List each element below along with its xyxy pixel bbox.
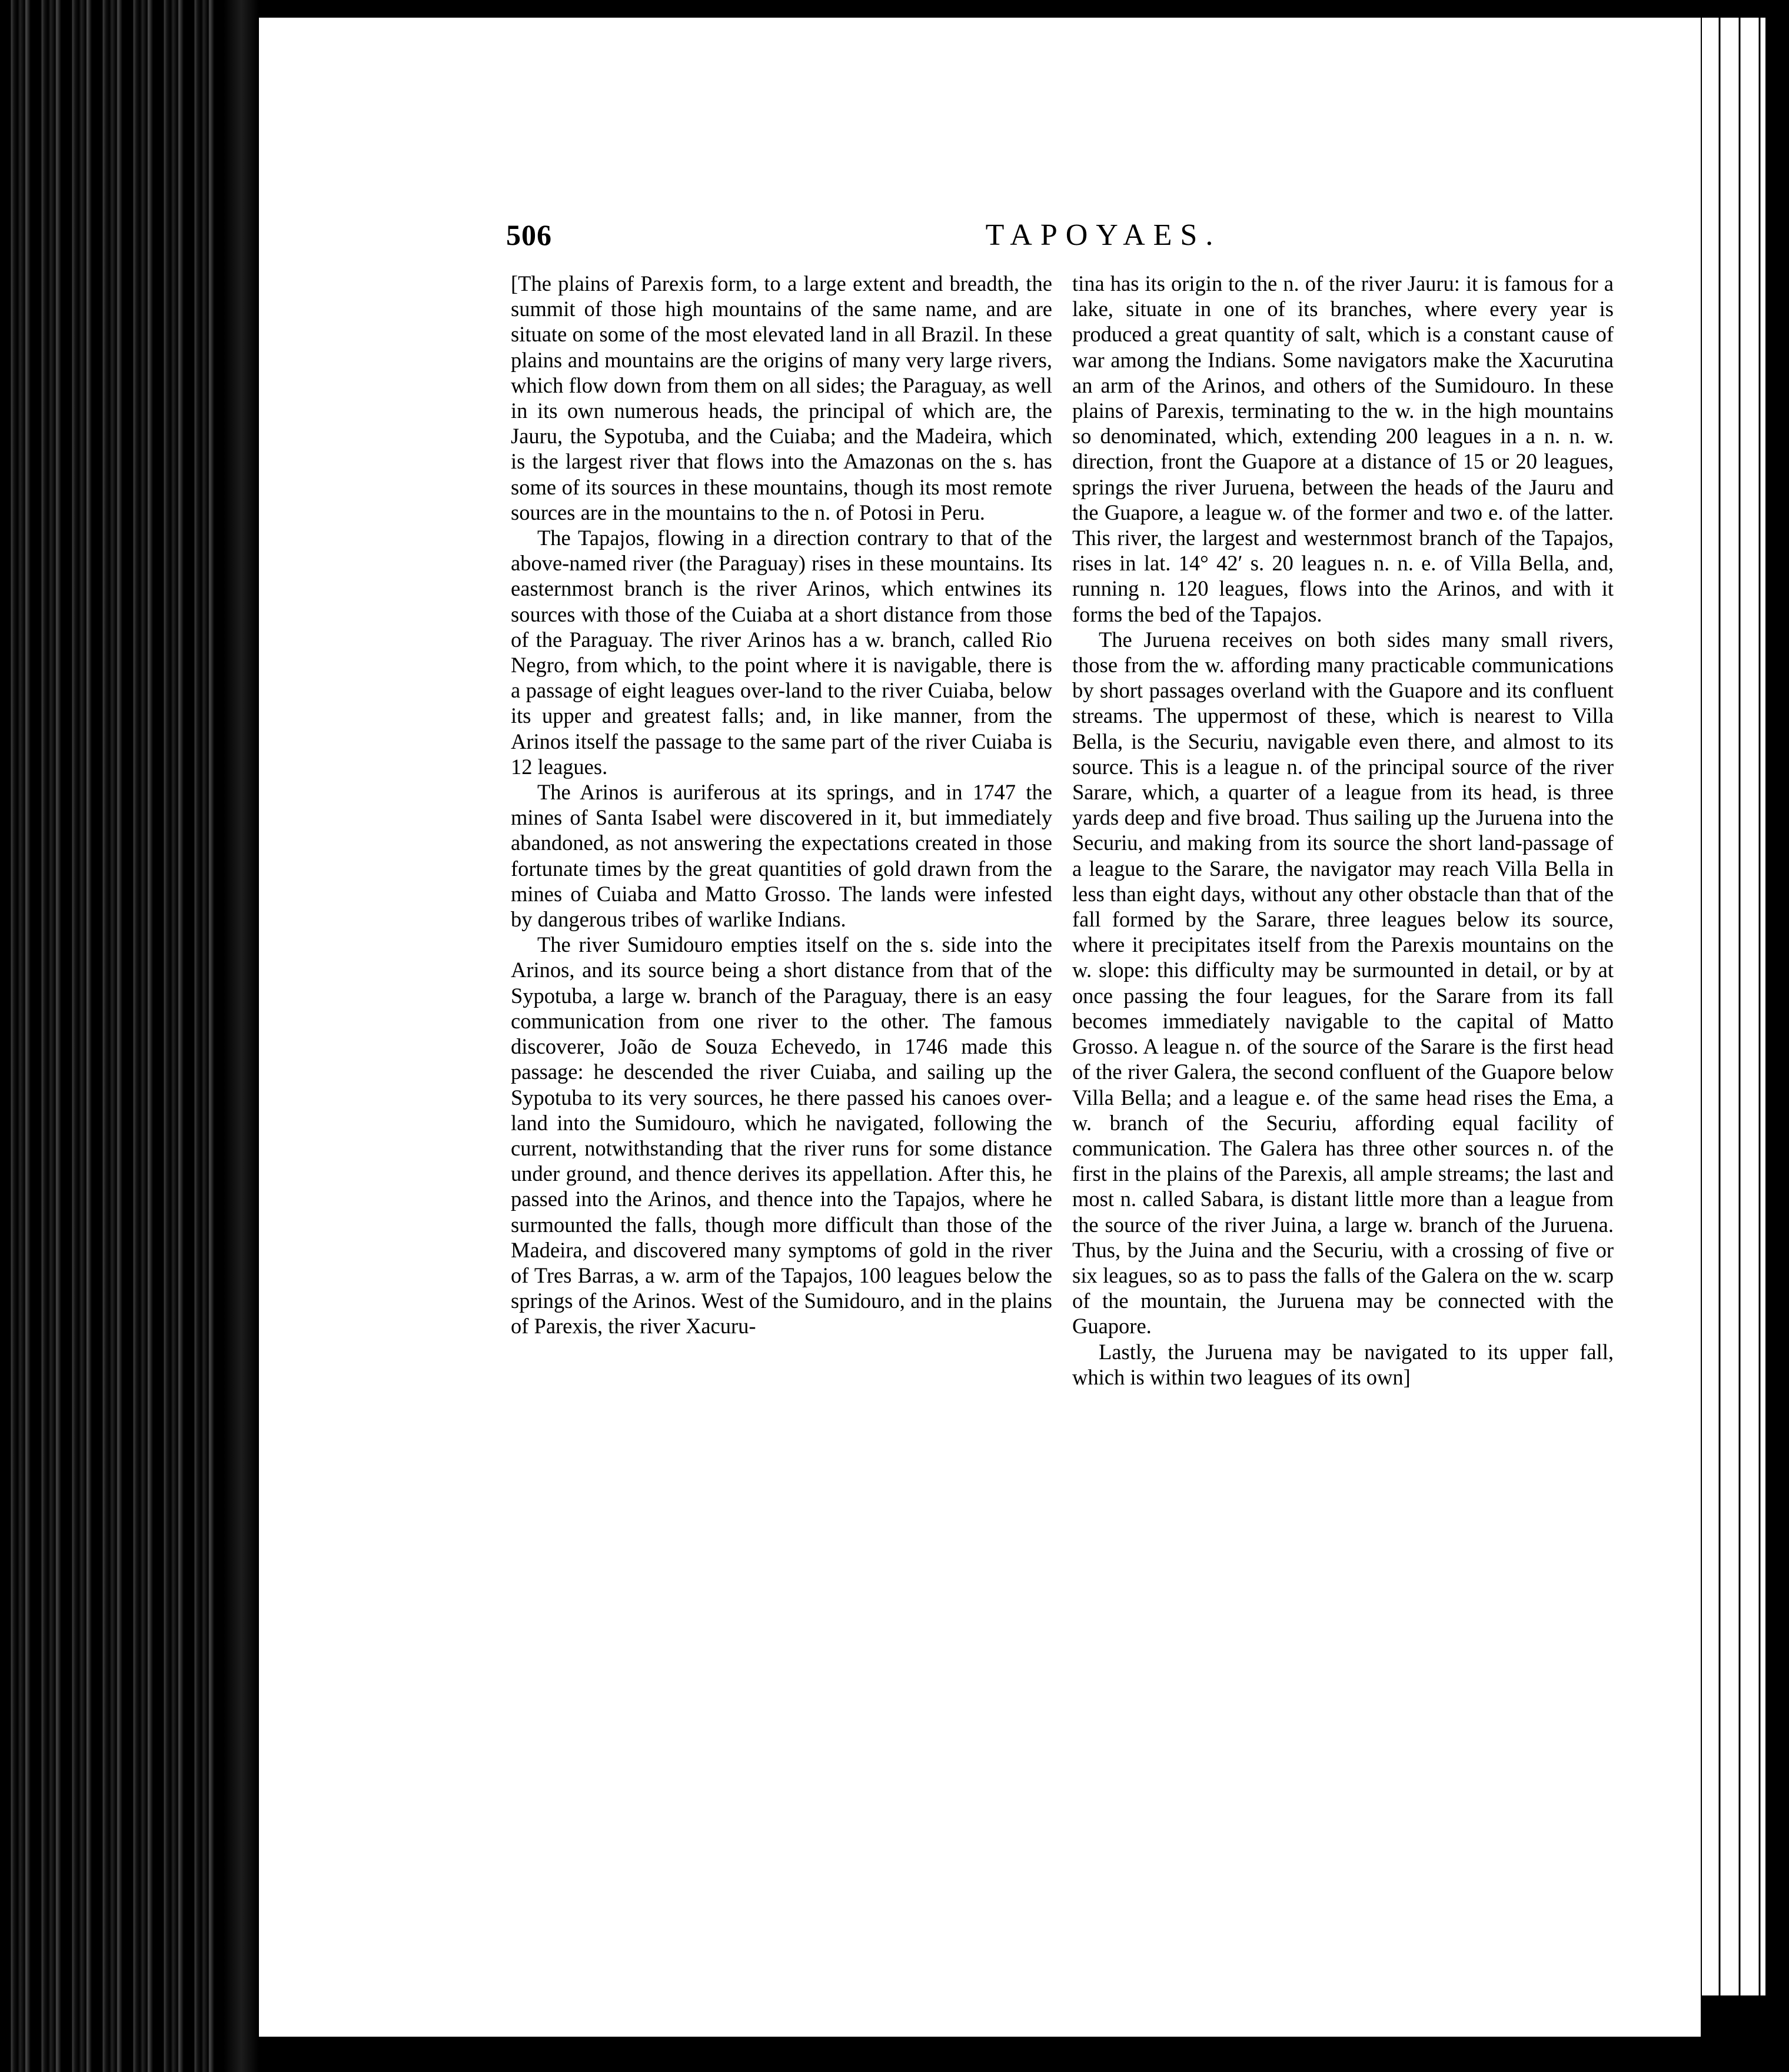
running-head: [506, 218, 1701, 265]
book-page: [259, 18, 1701, 2037]
paragraph: [The plains of Parexis form, to a large extent and breadth, the summit of those high mountains of the same name, and are situate on some of the most elevated land in all Brazil. In these plains and mountains are the origins of many very large rivers, which flow down from them on all sides; the Paraguay, as well in its own numerous heads, the principal of which are, the Jauru, the Sypotuba, and the Cuiaba; and the Madeira, which is the largest river that flows into the Amazonas on the s. has some of its sources in these mountains, though its most remote sources are in the mountains to the n. of Potosi in Peru.: [511, 271, 1052, 524]
paragraph: The Juruena receives on both sides many small rivers, those from the w. affording many practicable communications by short passages overland with the Guapore and its confluent streams. The uppermost of these, which is nearest to Villa Bella, is the Securiu, navigable even there, and almost to its source. This is a league n. of the principal source of the river Sarare, which, a quarter of a league from its head, is three yards deep and five broad. Thus sailing up the Juruena into the Securiu, and making from its source the short land-passage of a league to the Sarare, the navigator may reach Villa Bella in less than eight days, without any other obstacle than that of the fall formed by the Sarare, three leagues below its source, where it precipitates itself from the Parexis mountains on the w. slope: this difficulty may be surmounted in detail, or by at once passing the four leagues, for the Sarare from its fall becomes immediately navigable to the capital of Matto Grosso. A league n. of the source of the Sarare is the first head of the river Galera, the second confluent of the Guapore below Villa Bella; and a league e. of the same head rises the Ema, a w. branch of the Securiu, affording equal facility of communication. The Galera has three other sources n. of the first in the plains of the Parexis, all ample streams; the last and most n. called Sabara, is distant little more than a league from the source of the river Juina, a large w. branch of the Juruena. Thus, by the Juina and the Securiu, with a crossing of five or six leagues, so as to pass the falls of the Galera on the w. scarp of the mountain, the Juruena may be connected with the Guapore.: [1072, 627, 1614, 1339]
paragraph: The Arinos is auriferous at its springs, and in 1747 the mines of Santa Isabel were discovered in it, but immediately abandoned, as not answering the expectations created in those fortunate times by the great quantities of gold drawn from the mines of Cuiaba and Matto Grosso. The lands were infested by dangerous tribes of warlike Indians.: [511, 780, 1052, 932]
page-stack-edge: [1701, 18, 1765, 1995]
paragraph: tina has its origin to the n. of the river Jauru: it is famous for a lake, situate in one of its branches, where every year is produced a great quantity of salt, which is a constant cause of war among the Indians. Some navigators make the Xacurutina an arm of the Arinos, and others of the Sumidouro. In these plains of Parexis, terminating to the w. in the high mountains so denominated, which, extending 200 leagues in a n. n. w. direction, front the Guapore at a distance of 15 or 20 leagues, springs the river Juruena, between the heads of the Jauru and the Guapore, a league w. of the former and two e. of the latter. This river, the largest and westernmost branch of the Tapajos, rises in lat. 14° 42′ s. 20 leagues n. n. e. of Villa Bella, and, running n. 120 leagues, flows into the Arinos, and with it forms the bed of the Tapajos.: [1072, 271, 1614, 626]
paragraph: Lastly, the Juruena may be navigated to its upper fall, which is within two leagues of its own]: [1072, 1339, 1614, 1389]
paragraph: The river Sumidouro empties itself on the s. side into the Arinos, and its source being a short distance from that of the Sypotuba, a large w. branch of the Paraguay, there is an easy communication from one river to the other. The famous discoverer, João de Souza Echevedo, in 1746 made this passage: he descended the river Cuiaba, and sailing up the Sypotuba to its very sources, he there passed his canoes over-land into the Sumidouro, which he navigated, following the current, notwithstanding that the river runs for some distance under ground, and thence derives its appellation. After this, he passed into the Arinos, and thence into the Tapajos, where he surmounted the falls, though more difficult than those of the Madeira, and discovered many symptoms of gold in the river of Tres Barras, a w. arm of the Tapajos, 100 leagues below the springs of the Arinos. West of the Sumidouro, and in the plains of Parexis, the river Xacuru-: [511, 932, 1052, 1339]
page-title: TAPOYAES.: [985, 218, 1222, 252]
text-column-left: [511, 271, 1052, 1339]
text-column-right: [1072, 271, 1614, 1390]
paragraph: The Tapajos, flowing in a direction contrary to that of the above-named river (the Paraguay) rises in these mountains. Its easternmost branch is the river Arinos, which entwines its sources with those of the Cuiaba at a short distance from those of the Paraguay. The river Arinos has a w. branch, called Rio Negro, from which, to the point where it is navigable, there is a passage of eight leagues over-land to the river Cuiaba, below its upper and greatest falls; and, in like manner, from the Arinos itself the passage to the same part of the river Cuiaba is 12 leagues.: [511, 526, 1052, 779]
page-number: 506: [506, 218, 552, 251]
book-binding-edge: [0, 0, 259, 2072]
